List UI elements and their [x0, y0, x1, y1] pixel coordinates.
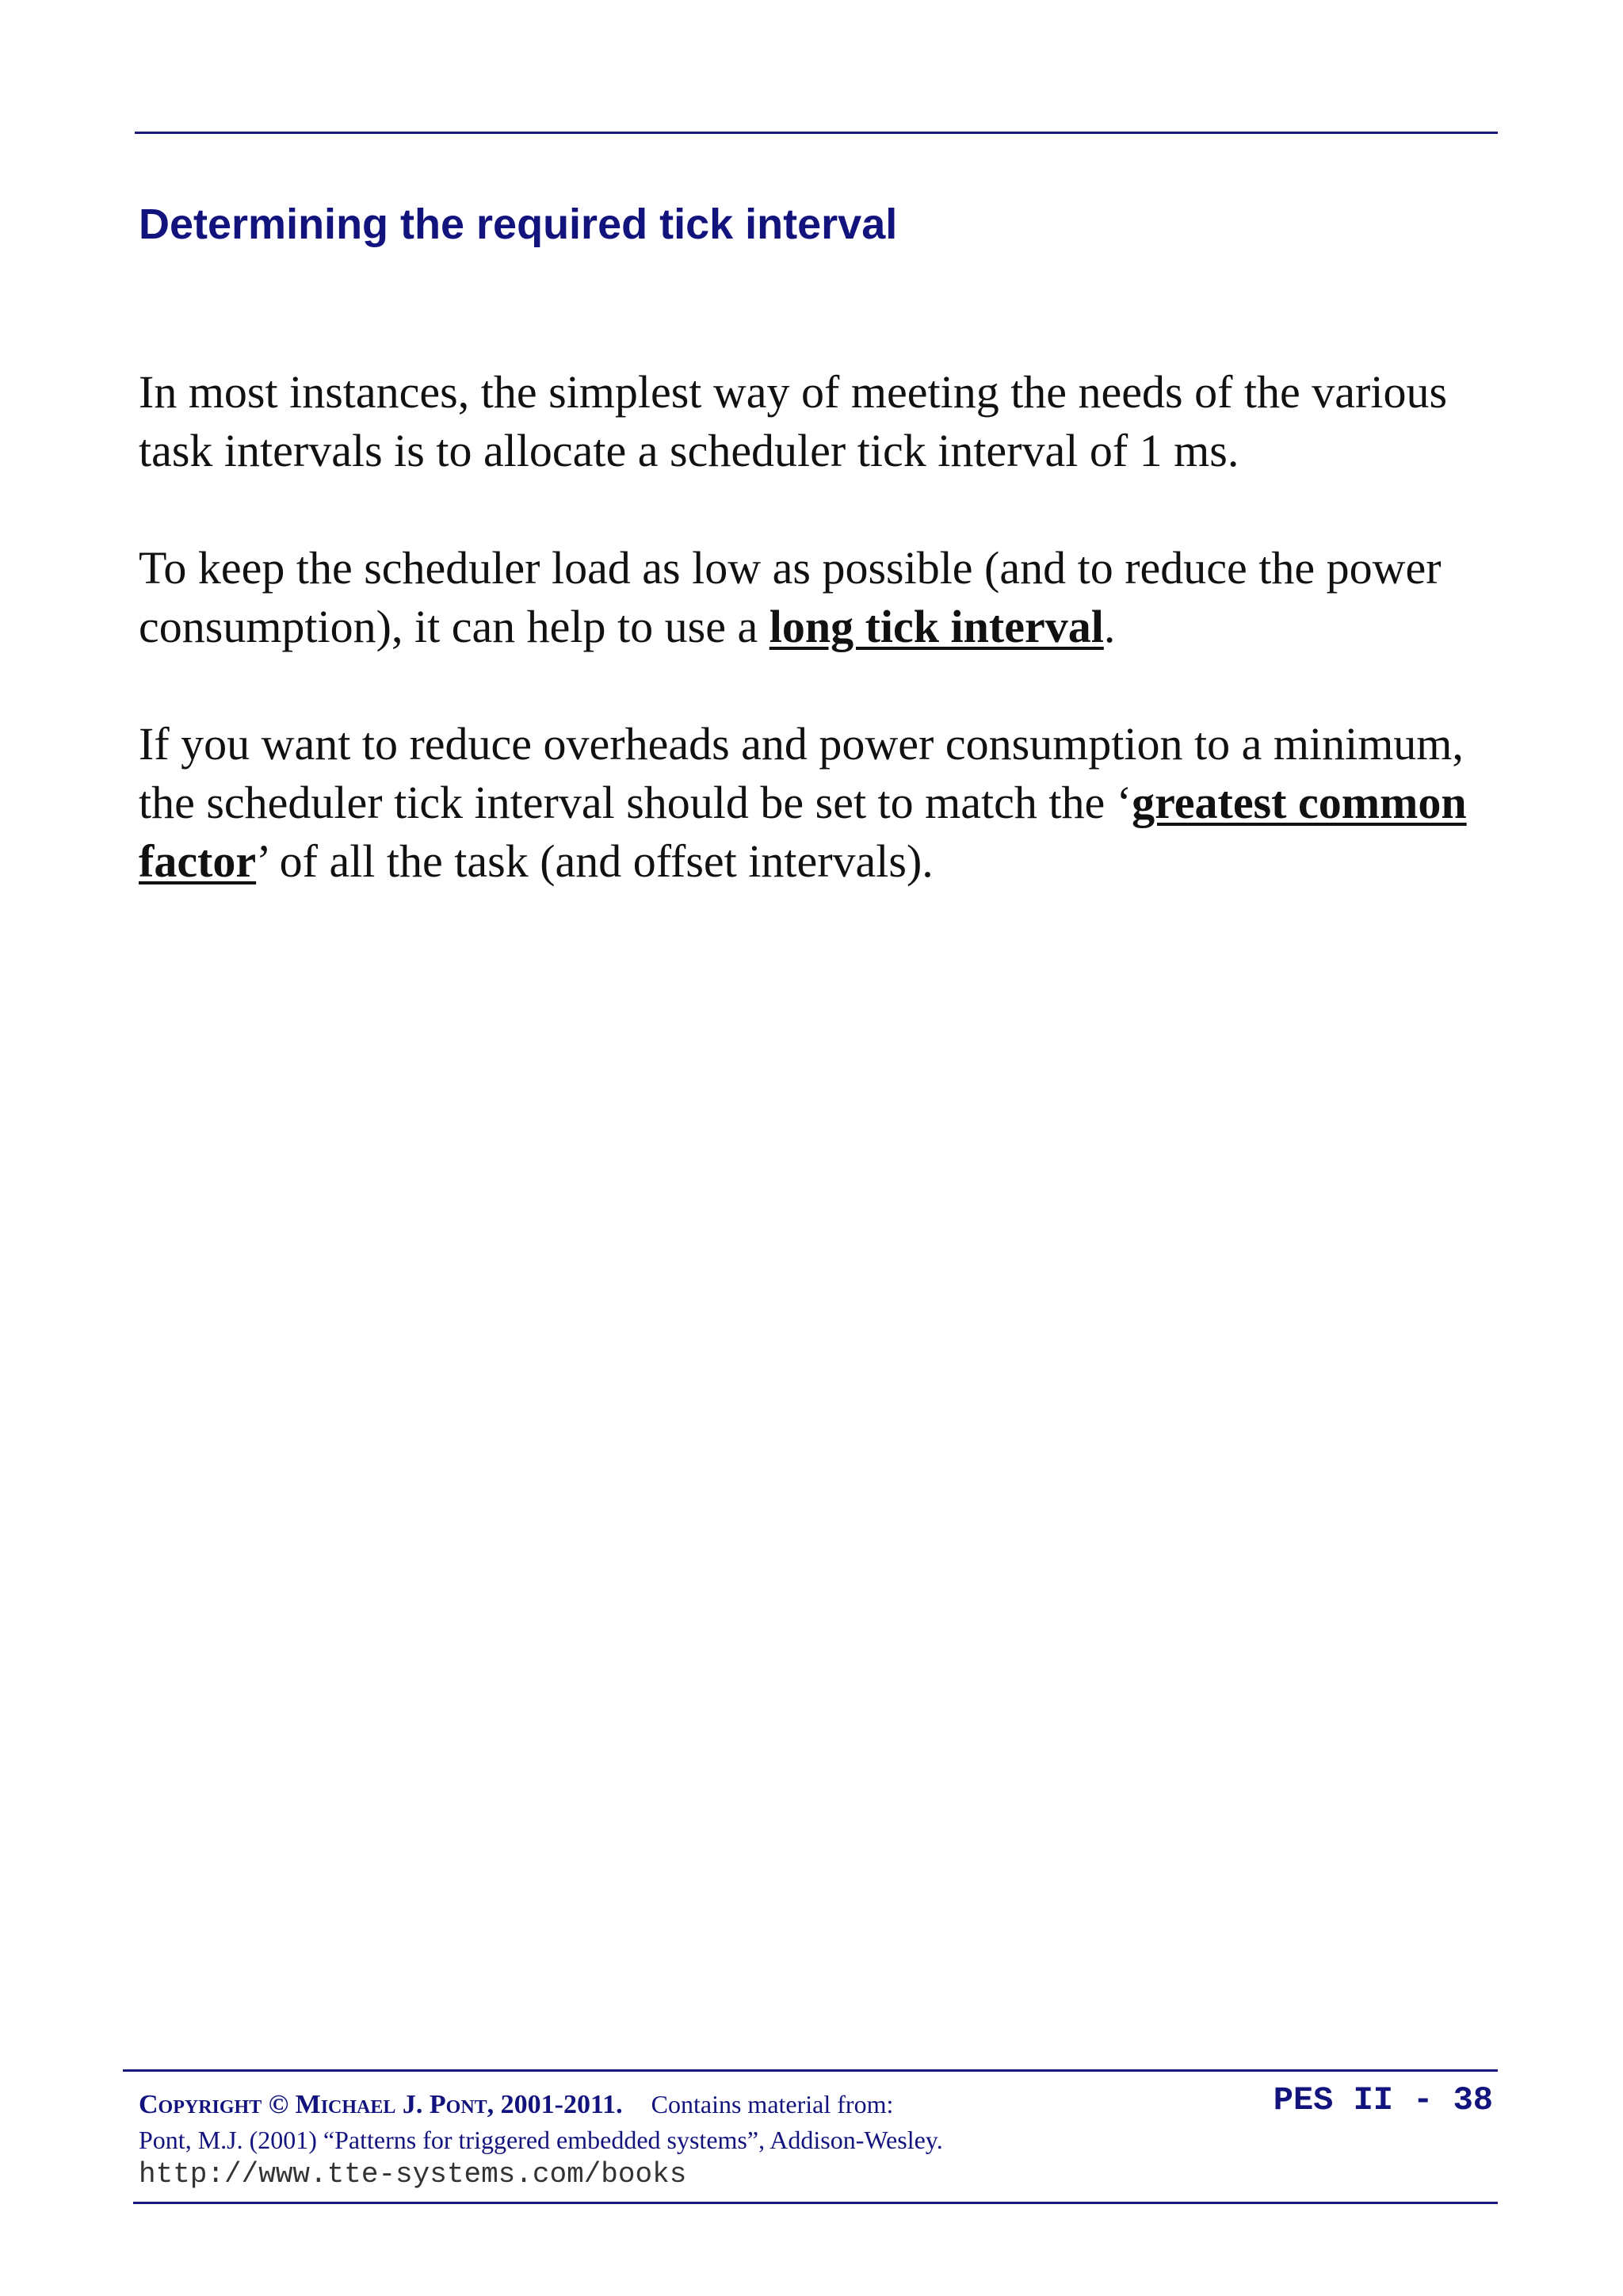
page-number: PES II - 38 [1273, 2081, 1493, 2119]
copyright-notice: Copyright © Michael J. Pont, 2001-2011. [139, 2090, 623, 2119]
citation: Pont, M.J. (2001) “Patterns for triggered embedded systems”, Addison-Wesley. [139, 2126, 943, 2154]
paragraph-3-text: If you want to reduce overheads and power consumption to a minimum, the scheduler tick interval should be set to match the ‘ [139, 718, 1464, 828]
paragraph-1: In most instances, the simplest way of meeting the needs of the various task intervals is to allocate a scheduler tick interval of 1 ms. [139, 366, 1448, 476]
header-rule [135, 132, 1498, 134]
emphasis-long-tick-interval: long tick interval [769, 601, 1104, 652]
paragraph-3 [139, 715, 1502, 891]
footer-bottom-rule [133, 2202, 1498, 2204]
page-title: Determining the required tick interval [139, 201, 898, 248]
paragraph-2 [139, 539, 1502, 656]
paragraph-2-end: . [1103, 601, 1116, 652]
paragraph-2-text: To keep the scheduler load as low as possible (and to reduce the power consumption), it can help to use a [139, 542, 1442, 652]
footer-url: http://www.tte-systems.com/books [139, 2158, 687, 2191]
footer-top-rule [123, 2069, 1498, 2072]
emphasis-greatest-common-factor: greatest common factor [139, 777, 1467, 887]
body-content [139, 363, 1502, 949]
contains-material: Contains material from: [651, 2090, 894, 2118]
paragraph-3-end: ’ of all the task (and offset intervals). [256, 835, 934, 887]
